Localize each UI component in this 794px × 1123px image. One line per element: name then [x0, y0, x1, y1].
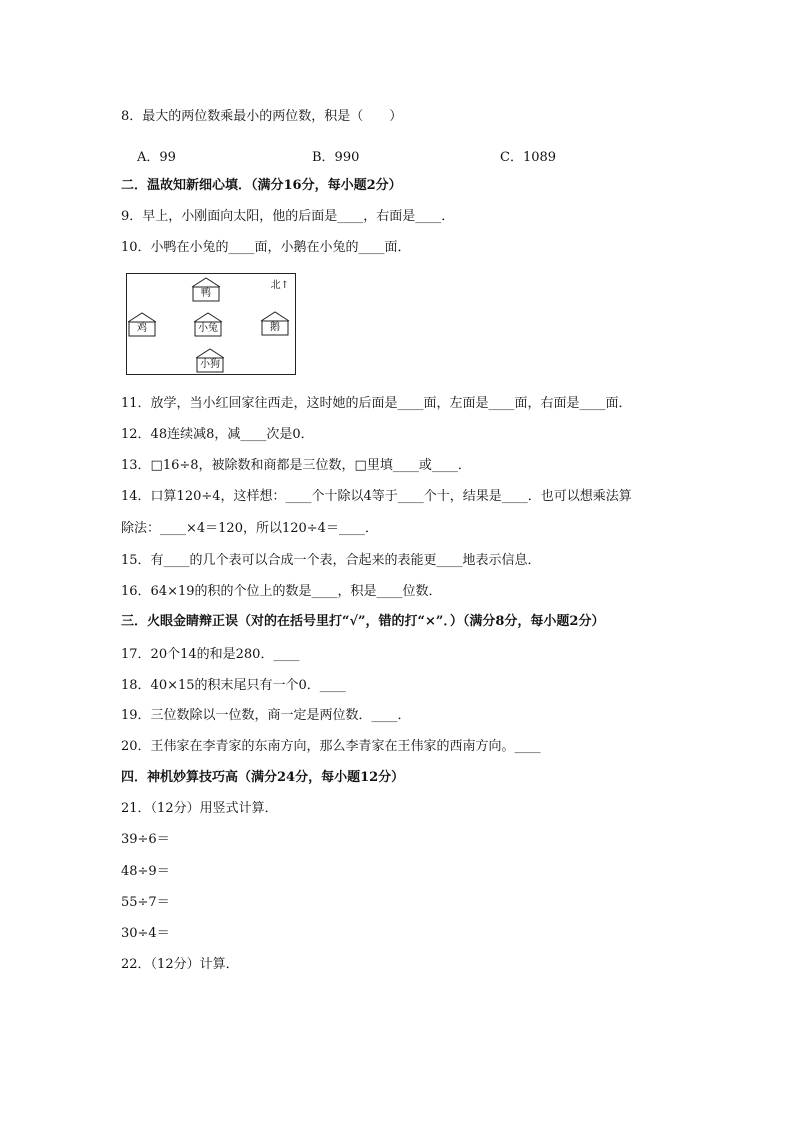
question-10: 10．小鸭在小兔的____面，小鹅在小兔的____面．: [121, 240, 411, 255]
house-label-goose: 鹅: [270, 322, 280, 333]
question-20: 20．王伟家在李青家的东南方向，那么李青家在王伟家的西南方向。____: [121, 739, 541, 754]
question-8: 8．最大的两位数乘最小的两位数，积是（ ）: [121, 109, 403, 124]
calc-4: 30÷4＝: [121, 926, 170, 941]
house-label-dog: 小狗: [200, 359, 220, 370]
house-duck: [191, 277, 221, 303]
question-13: 13．□16÷8，被除数和商都是三位数，□里填____或____．: [121, 458, 471, 473]
house-dog: [195, 348, 225, 374]
question-14-line-1: 14．口算120÷4，这样想：____个十除以4等于____个十，结果是____．也可以想乘法算: [121, 489, 632, 504]
north-label: 北↑: [270, 280, 289, 291]
house-label-duck: 鸭: [201, 288, 211, 299]
question-11: 11．放学，当小红回家往西走，这时她的后面是____面，左面是____面，右面是____面．: [121, 396, 632, 411]
option-c: C．1089: [500, 150, 557, 165]
question-9: 9．早上，小刚面向太阳，他的后面是____，右面是____．: [121, 209, 455, 224]
question-17: 17．20个14的和是280．____: [121, 647, 300, 662]
section-4-heading: 四．神机妙算技巧高（满分24分，每小题12分）: [121, 770, 405, 785]
house-chicken: [127, 312, 157, 338]
question-12: 12．48连续减8，减____次是0．: [121, 427, 314, 442]
house-label-chicken: 鸡: [137, 323, 147, 334]
house-goose: [260, 311, 290, 337]
house-label-rabbit: 小兔: [198, 323, 218, 334]
question-22: 22．（12分）计算．: [121, 957, 239, 972]
question-18: 18．40×15的积末尾只有一个0．____: [121, 678, 346, 693]
direction-map: [126, 273, 296, 375]
option-b: B．990: [312, 150, 360, 165]
calc-1: 39÷6＝: [121, 832, 170, 847]
question-14-line-2: 除法：____×4＝120，所以120÷4＝____．: [121, 521, 378, 536]
house-rabbit: [193, 312, 223, 338]
question-21: 21．（12分）用竖式计算．: [121, 801, 278, 816]
calc-3: 55÷7＝: [121, 895, 170, 910]
question-15: 15．有____的几个表可以合成一个表，合起来的表能更____地表示信息．: [121, 553, 541, 568]
section-2-heading: 二．温故知新细心填．（满分16分，每小题2分）: [121, 178, 402, 193]
question-16: 16．64×19的积的个位上的数是____，积是____位数．: [121, 584, 442, 599]
question-19: 19．三位数除以一位数，商一定是两位数．____．: [121, 708, 411, 723]
calc-2: 48÷9＝: [121, 864, 170, 879]
option-a: A．99: [137, 150, 176, 165]
section-3-heading: 三．火眼金睛辩正误（对的在括号里打“√”，错的打“×”．）（满分8分，每小题2分）: [121, 614, 605, 629]
